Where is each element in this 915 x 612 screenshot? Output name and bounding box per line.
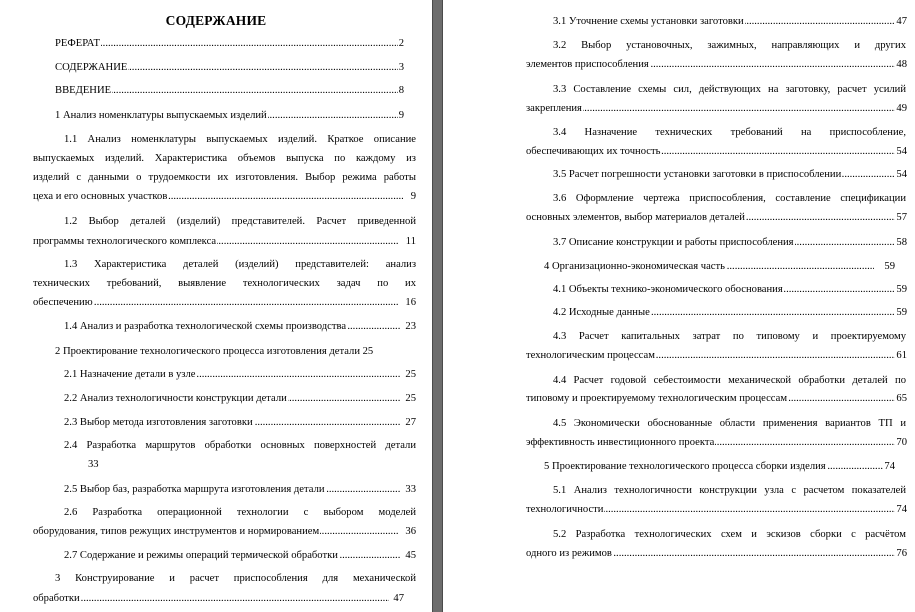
toc-page-number: 47	[393, 593, 404, 604]
toc-page-number: 59	[896, 307, 907, 318]
toc-entry-label: основных элементов, выбор материалов деталей	[526, 212, 745, 223]
document-page-left	[0, 0, 432, 612]
toc-entry-label: 2.3 Выбор метода изготовления заготовки	[64, 417, 253, 428]
toc-page-number: 9	[410, 191, 416, 202]
toc-entry-line: 3.4 Назначение технических требований на приспособление,	[553, 127, 906, 138]
toc-page-number: 54	[896, 146, 907, 157]
toc-page-number: 3	[398, 62, 404, 73]
toc-entry-line: 4.5 Экономически обоснованные области применения вариантов ТП и	[553, 418, 906, 429]
toc-entry-label: типовому и проектируемому технологическим процессам	[526, 393, 788, 404]
toc-page-number: 59	[884, 261, 895, 272]
document-page-right	[443, 0, 915, 612]
toc-page-number: 70	[896, 437, 907, 448]
toc-page-number: 58	[896, 237, 907, 248]
toc-entry-label: эффективность инвестиционного проекта	[526, 437, 715, 448]
toc-entry-label: обработки	[33, 593, 80, 604]
toc-page-number: 33	[405, 484, 416, 495]
toc-entry-label: 1 Анализ номенклатуры выпускаемых изделий	[55, 110, 267, 121]
toc-entry-label: 4.2 Исходные данные	[553, 307, 650, 318]
leader-dots	[33, 592, 389, 606]
toc-entry-label: 1.4 Анализ и разработка технологической схемы производства	[64, 321, 347, 332]
toc-entry-label: 5 Проектирование технологического процесса сборки изделия	[544, 461, 826, 472]
toc-entry-label: 2 Проектирование технологического процесса изготовления детали 25	[55, 346, 374, 357]
toc-page-number: 8	[398, 85, 404, 96]
toc-entry-line: выпускаемых изделий. Характеристика объемов выпуска по каждому из	[33, 153, 416, 164]
toc-entry-label: СОДЕРЖАНИЕ	[55, 62, 128, 73]
toc-page-number: 65	[896, 393, 907, 404]
toc-entry-line: технических требований, выявление технологических задач по их	[33, 278, 416, 289]
toc-entry-label: РЕФЕРАТ	[55, 38, 100, 49]
toc-page-number: 76	[896, 548, 907, 559]
toc-entry-label: 2.1 Назначение детали в узле	[64, 369, 196, 380]
page-gutter	[432, 0, 443, 612]
toc-entry-line: 1.1 Анализ номенклатуры выпускаемых изделий. Краткое описание	[64, 134, 416, 145]
toc-page-number: 48	[896, 59, 907, 70]
toc-page-number: 33	[88, 459, 99, 470]
toc-entry-line: 3 Конструирование и расчет приспособления для механической	[55, 573, 416, 584]
toc-page-number: 11	[405, 236, 416, 247]
toc-entry-line: 3.3 Составление схемы сил, действующих на заготовку, расчет усилий	[553, 84, 906, 95]
toc-page-number: 59	[896, 284, 907, 295]
toc-entry-line: 1.2 Выбор деталей (изделий) представителей. Расчет приведенной	[64, 216, 416, 227]
toc-entry-line: 1.3 Характеристика деталей (изделий) представителей: анализ	[64, 259, 416, 270]
toc-page-number: 74	[896, 504, 907, 515]
toc-entry-label: элементов приспособления	[526, 59, 649, 70]
toc-entry-label: технологическим процессам	[526, 350, 655, 361]
toc-page-number: 23	[405, 321, 416, 332]
leader-dots	[55, 37, 400, 51]
toc-entry-label: 4.1 Объекты технико-экономического обоснования	[553, 284, 783, 295]
toc-page-number: 49	[896, 103, 907, 114]
toc-entry-label: обеспечению	[33, 297, 93, 308]
toc-entry-label: закрепления	[526, 103, 582, 114]
toc-entry-line: 3.2 Выбор установочных, зажимных, направляющих и других	[553, 40, 906, 51]
toc-entry-line: 5.2 Разработка технологических схем и эскизов сборки с расчётом	[553, 529, 906, 540]
toc-page-number: 45	[405, 550, 416, 561]
toc-page-number: 25	[405, 369, 416, 380]
toc-entry-label: оборудования, типов режущих инструментов и нормированием	[33, 526, 320, 537]
toc-entry-label: 4 Организационно-экономическая часть	[544, 261, 725, 272]
toc-page-number: 27	[405, 417, 416, 428]
toc-entry-line: 2.4 Разработка маршрутов обработки основных поверхностей детали	[64, 440, 416, 451]
toc-page-number: 54	[896, 169, 907, 180]
toc-entry-line: 5.1 Анализ технологичности конструкции узла с расчетом показателей	[553, 485, 906, 496]
toc-entry-label: 3.1 Уточнение схемы установки заготовки	[553, 16, 744, 27]
toc-page-number: 9	[398, 110, 404, 121]
toc-page-number: 47	[896, 16, 907, 27]
toc-entry-label: 2.5 Выбор баз, разработка маршрута изготовления детали	[64, 484, 325, 495]
toc-page-number: 16	[405, 297, 416, 308]
toc-title: СОДЕРЖАНИЕ	[165, 13, 267, 28]
toc-page-number: 36	[405, 526, 416, 537]
toc-entry-label: программы технологического комплекса	[33, 236, 217, 247]
toc-entry-label: обеспечивающих их точность	[526, 146, 661, 157]
toc-page-number: 2	[398, 38, 404, 49]
toc-page-number: 74	[884, 461, 895, 472]
toc-entry-line: 3.6 Оформление чертежа приспособления, составление спецификации	[553, 193, 906, 204]
toc-entry-label: ВВЕДЕНИЕ	[55, 85, 112, 96]
toc-page-number: 57	[896, 212, 907, 223]
toc-entry-label: 3.5 Расчет погрешности установки заготовки в приспособлении	[553, 169, 842, 180]
toc-entry-label: одного из режимов	[526, 548, 612, 559]
toc-entry-line: изделий с данными о трудоемкости их изготовления. Выбор режима работы	[33, 172, 416, 183]
toc-entry-label: технологичности	[526, 504, 604, 515]
toc-entry-label: 2.2 Анализ технологичности конструкции детали	[64, 393, 287, 404]
toc-page-number: 25	[405, 393, 416, 404]
toc-entry-line: 2.6 Разработка операционной технологии с выбором моделей	[64, 507, 416, 518]
toc-entry-label: 2.7 Содержание и режимы операций термической обработки	[64, 550, 338, 561]
toc-entry-label: цеха и его основных участков	[33, 191, 168, 202]
toc-entry-label: 3.7 Описание конструкции и работы приспособления	[553, 237, 794, 248]
toc-page-number: 61	[896, 350, 907, 361]
toc-entry-line: 4.4 Расчет годовой себестоимости механической обработки деталей по	[553, 375, 906, 386]
toc-entry-line: 4.3 Расчет капитальных затрат по типовому и проектируемому	[553, 331, 906, 342]
